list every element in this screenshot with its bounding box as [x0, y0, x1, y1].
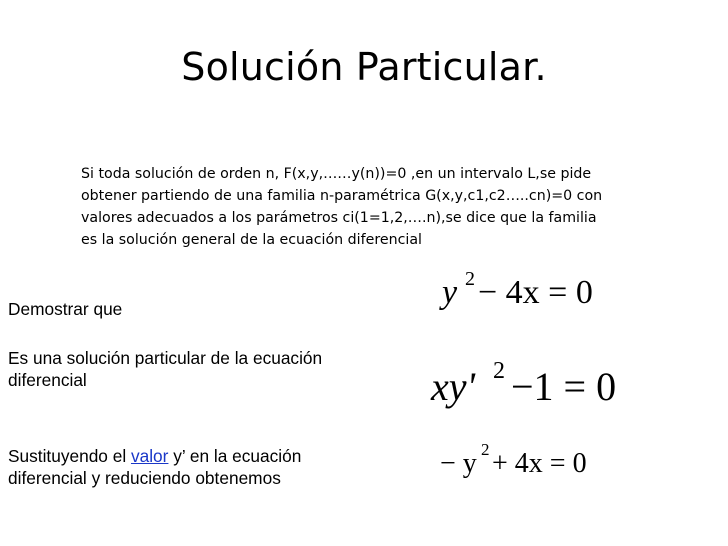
- demostrar-label: Demostrar que: [8, 299, 123, 319]
- equation-image-1: [432, 263, 614, 317]
- particular-line: Es una solución particular de la ecuación: [8, 348, 323, 368]
- sustituyendo-text-before: Sustituyendo el: [8, 446, 131, 466]
- definition-line: Si toda solución de orden n, F(x,y,……y(n))=0 ,en un intervalo L,se pide: [81, 166, 592, 182]
- sustituyendo-line-2: diferencial y reduciendo obtenemos: [8, 468, 281, 488]
- eq1-exponent: 2: [465, 268, 475, 290]
- eq2-rest: −1 = 0: [511, 364, 617, 409]
- slide-title: Solución Particular.: [181, 45, 547, 89]
- sustituyendo-text: [8, 445, 301, 489]
- eq3-exponent: 2: [481, 440, 490, 459]
- eq1-rest: − 4x = 0: [478, 274, 593, 311]
- eq3-neg-y: − y: [440, 448, 477, 479]
- definition-paragraph: [81, 163, 641, 251]
- sustituyendo-text-after: y’ en la ecuación: [168, 446, 302, 466]
- equation-image-2: [425, 350, 651, 420]
- eq2-exponent: 2: [493, 358, 505, 384]
- eq1-y: y: [442, 274, 458, 311]
- sustituyendo-line-1: [8, 445, 301, 467]
- particular-solution-text: [8, 347, 322, 391]
- eq2-xy: xy': [431, 364, 476, 409]
- equation-image-3: [432, 437, 622, 487]
- eq3-rest: + 4x = 0: [492, 448, 587, 479]
- valor-link[interactable]: valor: [130, 446, 169, 466]
- particular-line: diferencial: [8, 370, 87, 390]
- demostrar-text: [8, 298, 122, 320]
- definition-line: obtener partiendo de una familia n-paramétrica G(x,y,c1,c2…..cn)=0 con: [81, 188, 603, 204]
- definition-line: valores adecuados a los parámetros ci(1=1,2,….n),se dice que la familia: [81, 210, 597, 226]
- definition-line: es la solución general de la ecuación diferencial: [81, 232, 422, 248]
